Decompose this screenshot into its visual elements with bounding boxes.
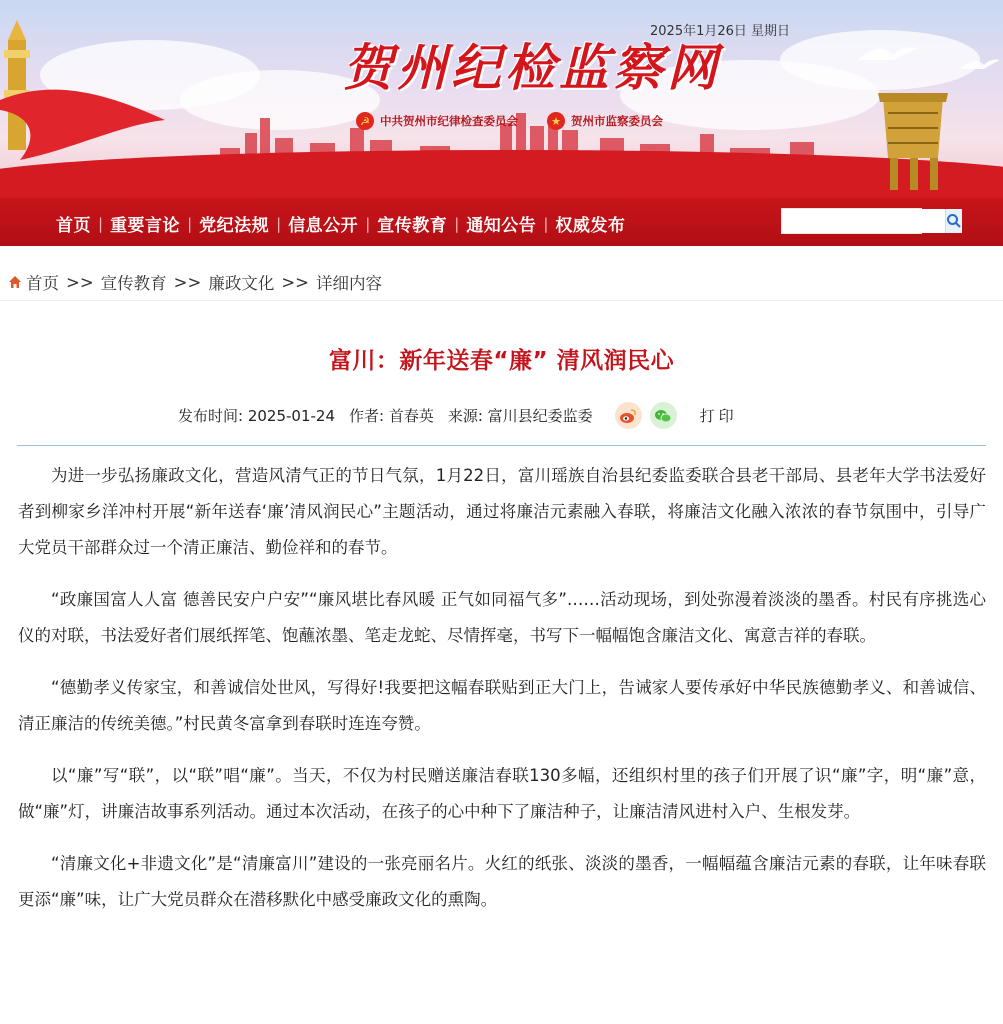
breadcrumb-divider	[0, 300, 1003, 301]
weibo-icon	[619, 408, 637, 424]
article-author: 作者: 首春英	[349, 407, 434, 425]
breadcrumb-education[interactable]: 宣传教育	[100, 274, 167, 293]
nav-separator: |	[365, 214, 371, 233]
search-box	[781, 208, 922, 234]
org-badge-party	[356, 112, 518, 130]
nav-item-notices[interactable]: 通知公告	[466, 216, 537, 236]
breadcrumb-separator: >>	[173, 272, 202, 292]
bronze-vessel-icon	[868, 78, 958, 193]
nav-item-releases[interactable]: 权威发布	[555, 216, 626, 236]
article-paragraph: 为进一步弘扬廉政文化，营造风清气正的节日气氛，1月22日，富川瑶族自治县纪委监委联合县老干部局、县老年大学书法爱好者到柳家乡洋冲村开展“新年送春‘廉’清风润民心”主题活动，通过将廉洁元素融入春联，将廉洁文化融入浓浓的春节氛围中，引导广大党员干部群众过一个清正廉洁、勤俭祥和的春节。	[18, 466, 986, 557]
crane-bird-icon	[960, 55, 1000, 75]
article-title: 富川：新年送春“廉” 清风润民心	[328, 348, 675, 374]
publish-time: 发布时间: 2025-01-24	[178, 407, 335, 425]
article-divider	[17, 445, 986, 446]
share-weibo-button[interactable]	[615, 402, 642, 429]
nav-item-home[interactable]: 首页	[56, 216, 91, 236]
nav-item-speeches[interactable]: 重要言论	[110, 216, 181, 236]
search-input[interactable]	[782, 209, 945, 233]
breadcrumb-culture[interactable]: 廉政文化	[208, 274, 275, 293]
print-button[interactable]: 打印	[699, 407, 738, 425]
search-icon	[946, 213, 962, 229]
national-emblem-icon: ★	[547, 112, 565, 130]
main-nav	[56, 211, 625, 236]
article-paragraph: “清廉文化+非遗文化”是“清廉富川”建设的一张亮丽名片。火红的纸张、淡淡的墨香，一幅幅蕴含廉洁元素的春联，让年味春联更添“廉”味，让广大党员群众在潜移默化中感受廉政文化的熏陶。	[18, 854, 986, 909]
nav-item-regulations[interactable]: 党纪法规	[199, 216, 270, 236]
share-wechat-button[interactable]	[650, 402, 677, 429]
article-meta	[178, 402, 738, 429]
nav-item-education[interactable]: 宣传教育	[377, 216, 448, 236]
nav-separator: |	[276, 214, 282, 233]
header-banner	[0, 0, 1003, 198]
wechat-icon	[654, 408, 672, 424]
breadcrumb-separator: >>	[281, 272, 309, 292]
breadcrumb	[8, 270, 382, 294]
nav-item-disclosure[interactable]: 信息公开	[288, 216, 359, 236]
red-ribbon-icon	[0, 80, 170, 160]
nav-separator: |	[98, 214, 104, 233]
breadcrumb-current: 详细内容	[315, 274, 382, 293]
org-name-supervision: 贺州市监察委员会	[571, 114, 663, 128]
article-paragraph: 以“廉”写“联”，以“联”唱“廉”。当天，不仅为村民赠送廉洁春联130多幅，还组织村里的孩子们开展了识“廉”字，明“廉”意，做“廉”灯，讲廉洁故事系列活动。通过本次活动，在孩子的心中种下了廉洁种子，让廉洁清风进村入户、生根发芽。	[18, 766, 986, 821]
party-emblem-icon: ☭	[356, 112, 374, 130]
org-badge-supervision	[547, 112, 663, 130]
article-source: 来源: 富川县纪委监委	[447, 407, 593, 425]
article-paragraph: “德勤孝义传家宝，和善诚信处世风，写得好!我要把这幅春联贴到正大门上，告诫家人要传承好中华民族德勤孝义、和善诚信、清正廉洁的传统美德。”村民黄冬富拿到春联时连连夸赞。	[18, 678, 986, 733]
home-icon	[8, 275, 22, 289]
breadcrumb-separator: >>	[66, 272, 94, 292]
article-paragraph: “政廉国富人人富 德善民安户户安”“廉风堪比春风暖 正气如同福气多”……活动现场，到处弥漫着淡淡的墨香。村民有序挑选心仪的对联，书法爱好者们展纸挥笔、饱蘸浓墨、笔走龙蛇、尽情挥毫，书写下一幅幅饱含廉洁文化、寓意吉祥的春联。	[18, 590, 986, 645]
org-name-party: 中共贺州市纪律检查委员会	[380, 114, 518, 128]
site-title: 贺州纪检监察网	[343, 38, 721, 97]
nav-separator: |	[454, 214, 460, 233]
current-date: 2025年1月26日 星期日	[650, 24, 791, 39]
crane-bird-icon	[858, 40, 918, 70]
article-body	[18, 458, 986, 934]
nav-separator: |	[543, 214, 549, 233]
search-button[interactable]	[945, 209, 962, 233]
breadcrumb-home[interactable]: 首页	[26, 274, 59, 293]
nav-separator: |	[187, 214, 193, 233]
